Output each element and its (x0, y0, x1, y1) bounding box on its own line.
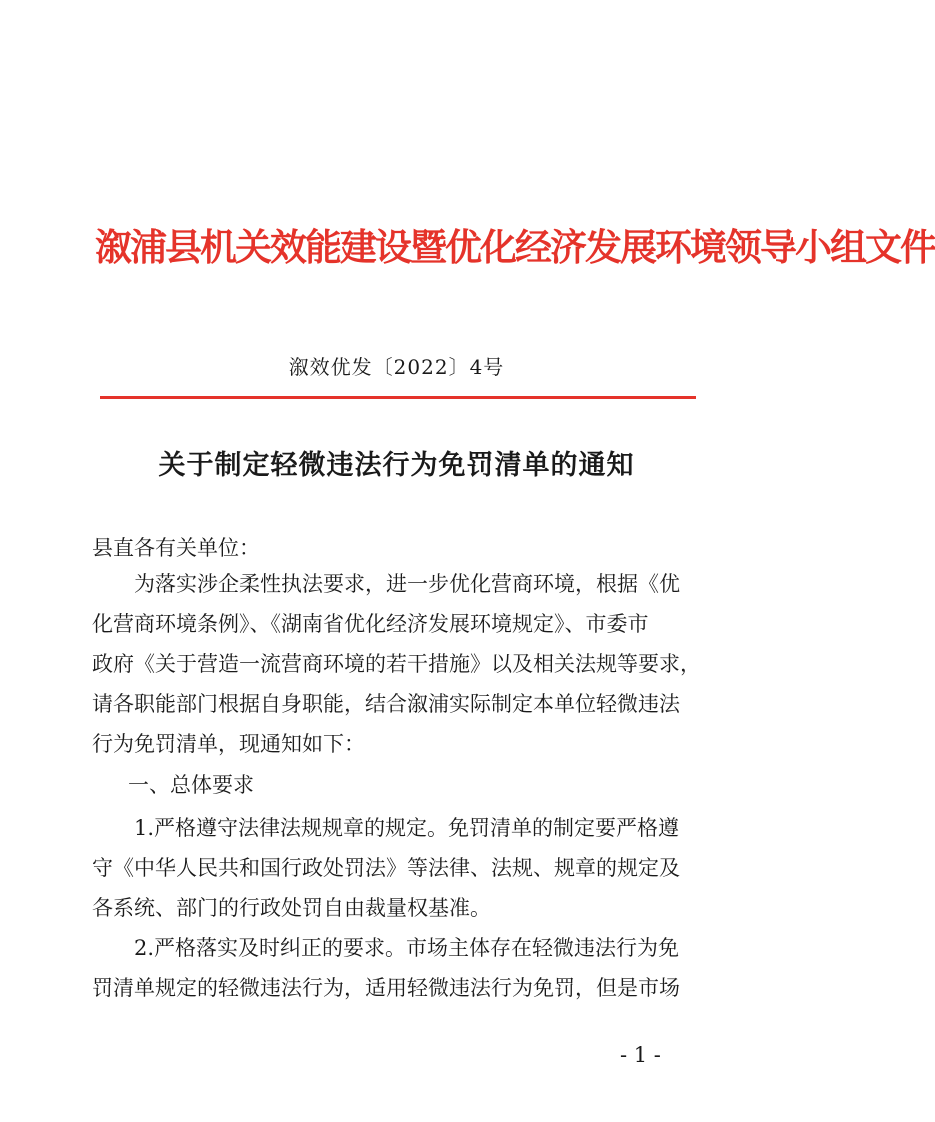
item1-line-1: 1.严格遵守法律法规规章的规定。免罚清单的制定要严格遵 (134, 816, 680, 840)
red-divider-line (100, 396, 696, 399)
item1-line-2: 守《中华人民共和国行政处罚法》等法律、法规、规章的规定及 (92, 856, 680, 880)
intro-line-3: 政府《关于营造一流营商环境的若干措施》以及相关法规等要求， (92, 652, 701, 676)
intro-line-1: 为落实涉企柔性执法要求，进一步优化营商环境，根据《优 (134, 572, 680, 596)
addressee: 县直各有关单位： (92, 536, 260, 560)
item2-line-2: 罚清单规定的轻微违法行为，适用轻微违法行为免罚，但是市场 (92, 976, 680, 1000)
item2-line-1: 2.严格落实及时纠正的要求。市场主体存在轻微违法行为免 (134, 936, 680, 960)
intro-line-4: 请各职能部门根据自身职能，结合溆浦实际制定本单位轻微违法 (92, 692, 680, 716)
intro-line-2: 化营商环境条例》、《湖南省优化经济发展环境规定》、市委市 (92, 612, 649, 636)
section-heading-general-requirements: 一、总体要求 (128, 773, 254, 797)
intro-line-5: 行为免罚清单，现通知如下： (92, 732, 365, 756)
item1-line-3: 各系统、部门的行政处罚自由裁量权基准。 (92, 896, 491, 920)
issuing-authority-title: 溆浦县机关效能建设暨优化经济发展环境领导小组文件 (95, 226, 935, 269)
document-number: 溆效优发〔2022〕4号 (288, 355, 505, 379)
page-number: - 1 - (620, 1043, 661, 1067)
notice-title: 关于制定轻微违法行为免罚清单的通知 (158, 450, 635, 481)
